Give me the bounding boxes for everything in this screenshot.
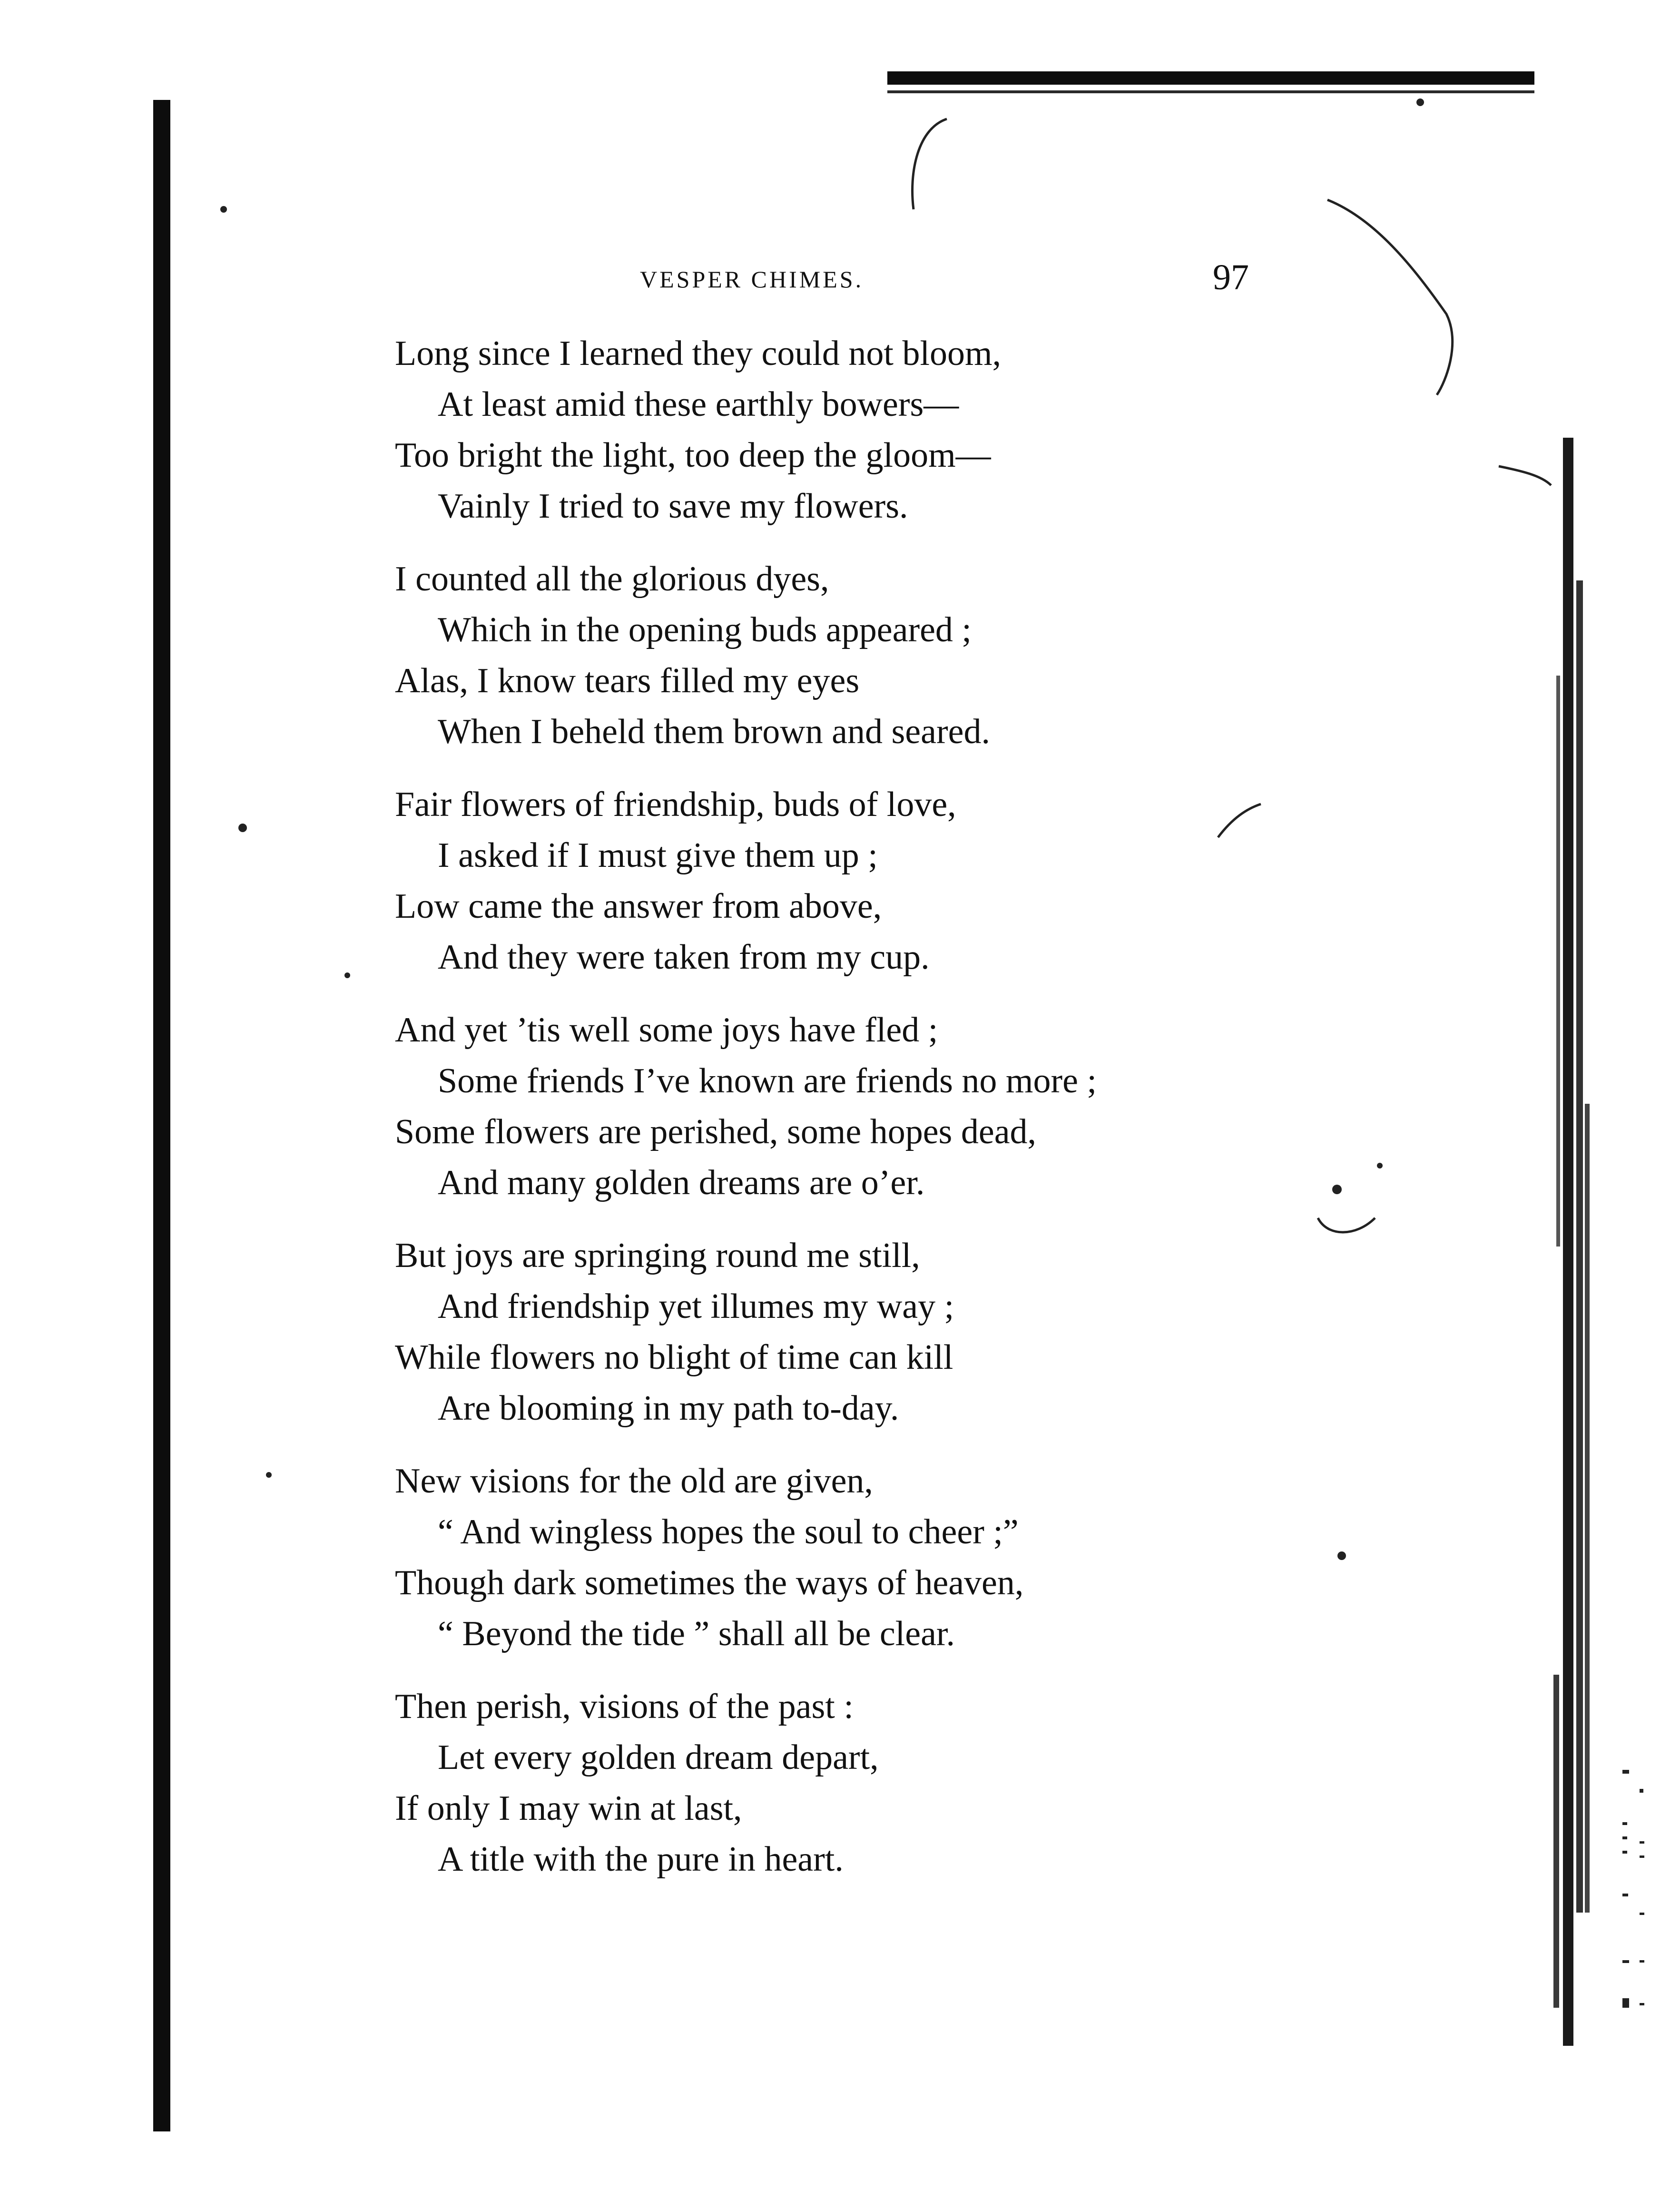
- poem-line: While flowers no blight of time can kill: [395, 1338, 953, 1377]
- stanza: [395, 554, 1346, 757]
- scan-edge-right: [1553, 438, 1596, 2046]
- stanza: [395, 1230, 1346, 1434]
- poem-line: Though dark sometimes the ways of heaven,: [395, 1563, 1024, 1602]
- running-head: VESPER CHIMES.: [640, 266, 864, 293]
- poem-body: [395, 328, 1346, 1907]
- stanza: [395, 1005, 1346, 1208]
- poem-line: Are blooming in my path to-day.: [438, 1389, 899, 1428]
- stanza: [395, 779, 1346, 983]
- scan-edge-marks: [1618, 1770, 1656, 2055]
- top-rule: [887, 71, 1534, 85]
- poem-line: Too bright the light, too deep the gloom—: [395, 436, 991, 475]
- poem-line: But joys are springing round me still,: [395, 1236, 920, 1275]
- stanza: [395, 328, 1346, 532]
- poem-line: “ Beyond the tide ” shall all be clear.: [438, 1614, 955, 1653]
- poem-line: Then perish, visions of the past :: [395, 1687, 854, 1726]
- poem-line: Long since I learned they could not bloom,: [395, 334, 1002, 373]
- poem-line: And friendship yet illumes my way ;: [438, 1287, 954, 1326]
- poem-line: New visions for the old are given,: [395, 1462, 873, 1501]
- poem-line: Which in the opening buds appeared ;: [438, 610, 972, 649]
- stanza: [395, 1456, 1346, 1659]
- poem-line: “ And wingless hopes the soul to cheer ;”: [438, 1512, 1019, 1551]
- poem-line: Low came the answer from above,: [395, 887, 882, 926]
- stanza: [395, 1681, 1346, 1885]
- poem-line: And they were taken from my cup.: [438, 938, 930, 977]
- poem-line: I asked if I must give them up ;: [438, 836, 878, 875]
- poem-line: I counted all the glorious dyes,: [395, 560, 829, 599]
- poem-line: Vainly I tried to save my flowers.: [438, 487, 908, 526]
- poem-line: Alas, I know tears filled my eyes: [395, 661, 860, 700]
- poem-line: And many golden dreams are o’er.: [438, 1163, 925, 1202]
- poem-line: Let every golden dream depart,: [438, 1738, 879, 1777]
- page-number: 97: [1213, 257, 1249, 297]
- top-rule-shadow: [887, 90, 1534, 93]
- poem-line: And yet ’tis well some joys have fled ;: [395, 1011, 938, 1050]
- poem-line: When I beheld them brown and seared.: [438, 712, 990, 751]
- binding-shadow-left: [153, 100, 170, 2131]
- poem-line: Fair flowers of friendship, buds of love,: [395, 785, 956, 824]
- poem-line: Some flowers are perished, some hopes dead,: [395, 1112, 1037, 1151]
- poem-line: If only I may win at last,: [395, 1789, 742, 1828]
- page-header: [640, 257, 1249, 314]
- poem-line: A title with the pure in heart.: [438, 1840, 844, 1879]
- poem-line: Some friends I’ve known are friends no more ;: [438, 1061, 1097, 1100]
- poem-line: At least amid these earthly bowers—: [438, 385, 959, 424]
